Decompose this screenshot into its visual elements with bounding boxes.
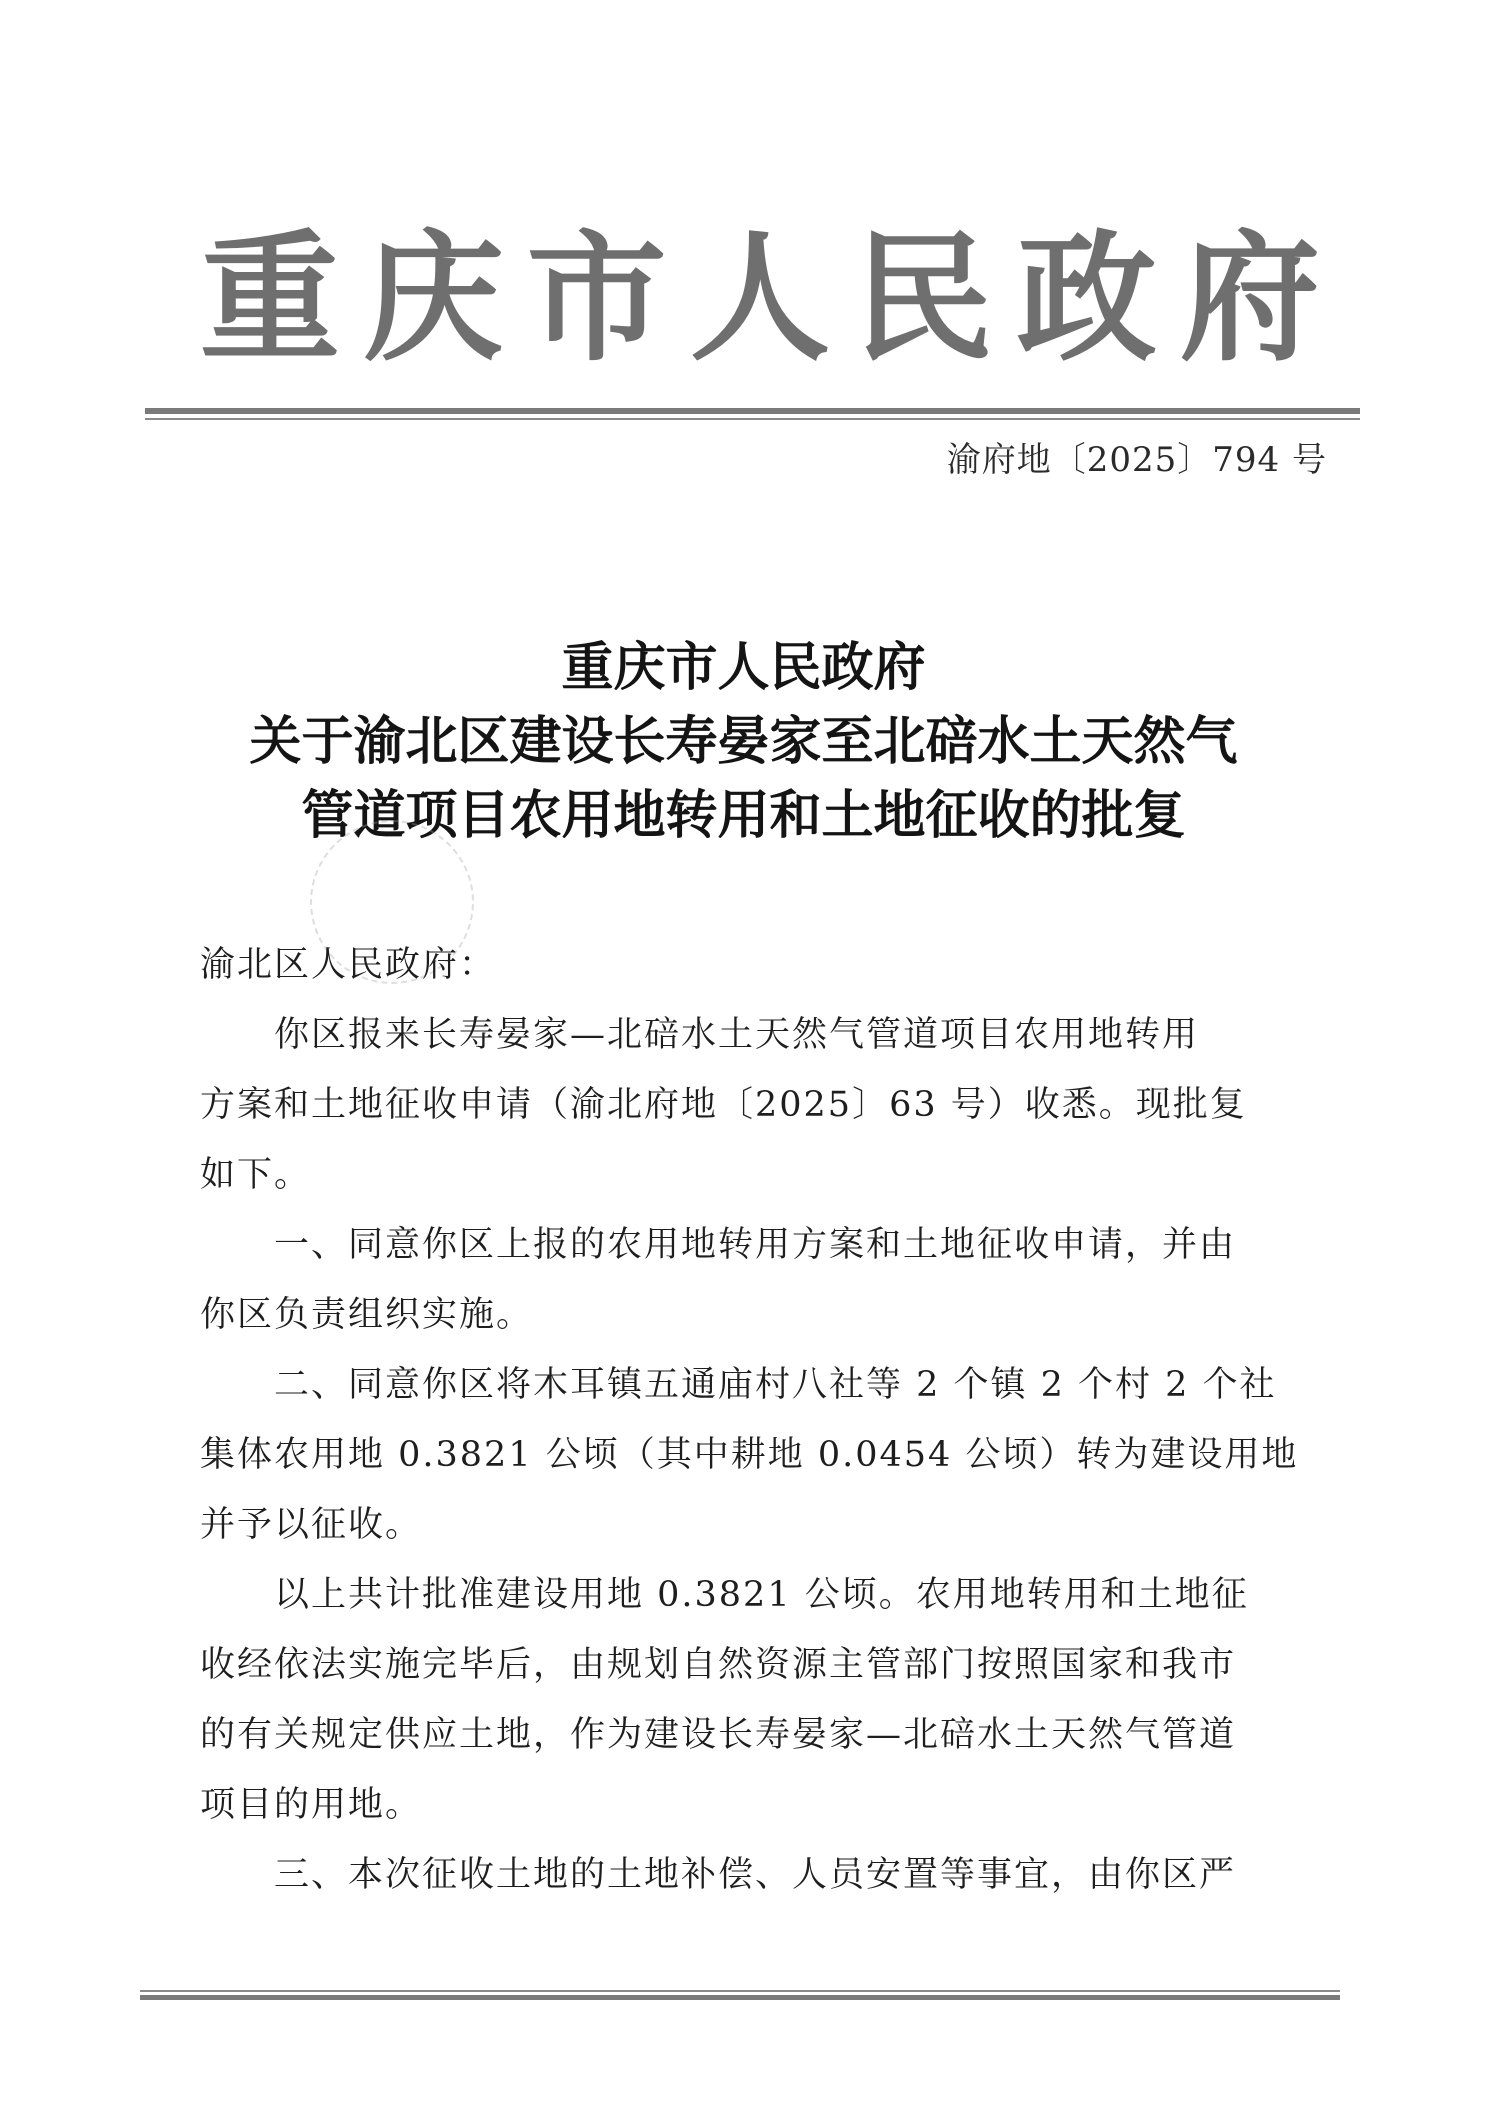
body-line: 集体农用地 0.3821 公顷（其中耕地 0.0454 公顷）转为建设用地: [200, 1435, 1299, 1475]
masthead-char: 市: [526, 218, 667, 381]
body-line: 以上共计批准建设用地 0.3821 公顷。农用地转用和土地征: [200, 1575, 1249, 1615]
document-title-line-1: 重庆市人民政府: [561, 637, 926, 698]
body-line: 项目的用地。: [200, 1785, 423, 1825]
masthead-char: 政: [1016, 218, 1157, 381]
footer-divider: [140, 1990, 1340, 2002]
body-line: 你区报来长寿晏家—北碚水土天然气管道项目农用地转用: [200, 1015, 1200, 1055]
document-number: 渝府地〔2025〕794 号: [946, 440, 1327, 480]
header-divider: [145, 408, 1360, 422]
body-line: 的有关规定供应土地，作为建设长寿晏家—北碚水土天然气管道: [200, 1715, 1237, 1755]
salutation: 渝北区人民政府：: [200, 945, 497, 985]
masthead-char: 府: [1179, 218, 1320, 381]
masthead-char: 民: [853, 218, 994, 381]
document-title-line-2: 关于渝北区建设长寿晏家至北碚水土天然气: [249, 711, 1238, 772]
body-line: 方案和土地征收申请（渝北府地〔2025〕63 号）收悉。现批复: [200, 1085, 1247, 1125]
masthead-char: 人: [689, 218, 830, 381]
masthead-title: [200, 215, 1320, 385]
body-line: 并予以征收。: [200, 1505, 423, 1545]
body-line: 如下。: [200, 1155, 312, 1195]
masthead-char: 庆: [363, 218, 504, 381]
body-line: 一、同意你区上报的农用地转用方案和土地征收申请，并由: [200, 1225, 1237, 1265]
masthead-char: 重: [200, 218, 341, 381]
body-line: 你区负责组织实施。: [200, 1295, 534, 1335]
body-line: 二、同意你区将木耳镇五通庙村八社等 2 个镇 2 个村 2 个社: [200, 1365, 1277, 1405]
body-line: 收经依法实施完毕后，由规划自然资源主管部门按照国家和我市: [200, 1645, 1237, 1685]
document-title-line-3: 管道项目农用地转用和土地征收的批复: [301, 785, 1186, 846]
body-line: 三、本次征收土地的土地补偿、人员安置等事宜，由你区严: [200, 1855, 1237, 1895]
